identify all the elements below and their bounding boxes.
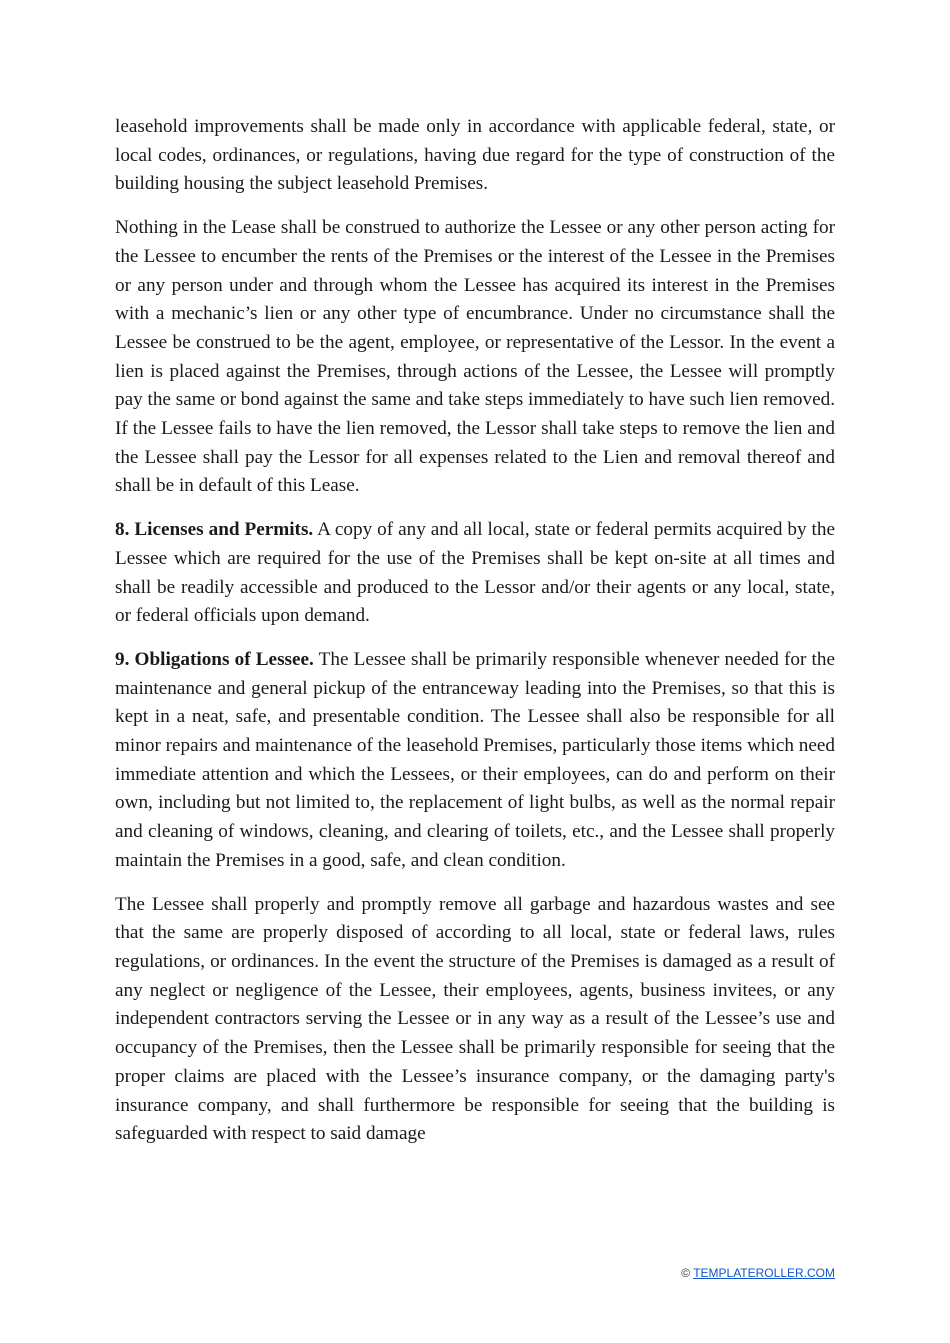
document-body <box>115 113 835 1164</box>
paragraph-liens <box>115 214 835 501</box>
section-obligations-of-lessee <box>115 646 835 876</box>
paragraph-improvements <box>115 113 835 199</box>
paragraph-garbage-damage <box>115 891 835 1149</box>
templateroller-link[interactable]: TEMPLATEROLLER.COM <box>693 1266 835 1280</box>
copyright-symbol: © <box>681 1266 691 1280</box>
page-footer <box>681 1266 835 1280</box>
section-heading: 9. Obligations of Lessee. <box>115 648 314 670</box>
paragraph-text: The Lessee shall properly and promptly remove all garbage and hazardous wastes and see that the same are properly disposed of according to all local, state or federal laws, rules regulations, or ordinances. In the event the structure of the Premises is damaged as a result of any neglect or negligence of the Lessee, their employees, agents, business invitees, or any independent contractors serving the Lessee or in any way as a result of the Lessee’s use and occupancy of the Premises, then the Lessee shall be primarily responsible for seeing that the proper claims are placed with the Lessee’s insurance company, or the damaging party's insurance company, and shall furthermore be responsible for seeing that the building is safeguarded with respect to said damage <box>115 893 835 1145</box>
section-heading: 8. Licenses and Permits. <box>115 519 314 541</box>
paragraph-text: Nothing in the Lease shall be construed to authorize the Lessee or any other person acting for the Lessee to encumber the rents of the Premises or the interest of the Lessee in the Premises or any person under and through whom the Lessee has acquired its interest in the Premises with a mechanic’s lien or any other type of encumbrance. Under no circumstance shall the Lessee be construed to be the agent, employee, or representative of the Lessor. In the event a lien is placed against the Premises, through actions of the Lessee, the Lessee will promptly pay the same or bond against the same and take steps immediately to have such lien removed. If the Lessee fails to have the lien removed, the Lessor shall take steps to remove the lien and the Lessee shall pay the Lessor for all expenses related to the Lien and removal thereof and shall be in default of this Lease. <box>115 217 835 497</box>
section-licenses-permits <box>115 516 835 631</box>
paragraph-text: A copy of any and all local, state or federal permits acquired by the Lessee which are required for the use of the Premises shall be kept on-site at all times and shall be readily accessible and produced to the Lessor and/or their agents or any local, state, or federal officials upon demand. <box>115 519 835 627</box>
paragraph-text: leasehold improvements shall be made only in accordance with applicable federal, state, or local codes, ordinances, or regulations, having due regard for the type of construction of the building housing the subject leasehold Premises. <box>115 116 835 195</box>
paragraph-text: The Lessee shall be primarily responsible whenever needed for the maintenance and general pickup of the entranceway leading into the Premises, so that this is kept in a neat, safe, and presentable condition. The Lessee shall also be responsible for all minor repairs and maintenance of the leasehold Premises, particularly those items which need immediate attention and which the Lessees, or their employees, can do and perform on their own, including but not limited to, the replacement of light bulbs, as well as the normal repair and cleaning of windows, cleaning, and clearing of toilets, etc., and the Lessee shall properly maintain the Premises in a good, safe, and clean condition. <box>115 648 835 871</box>
